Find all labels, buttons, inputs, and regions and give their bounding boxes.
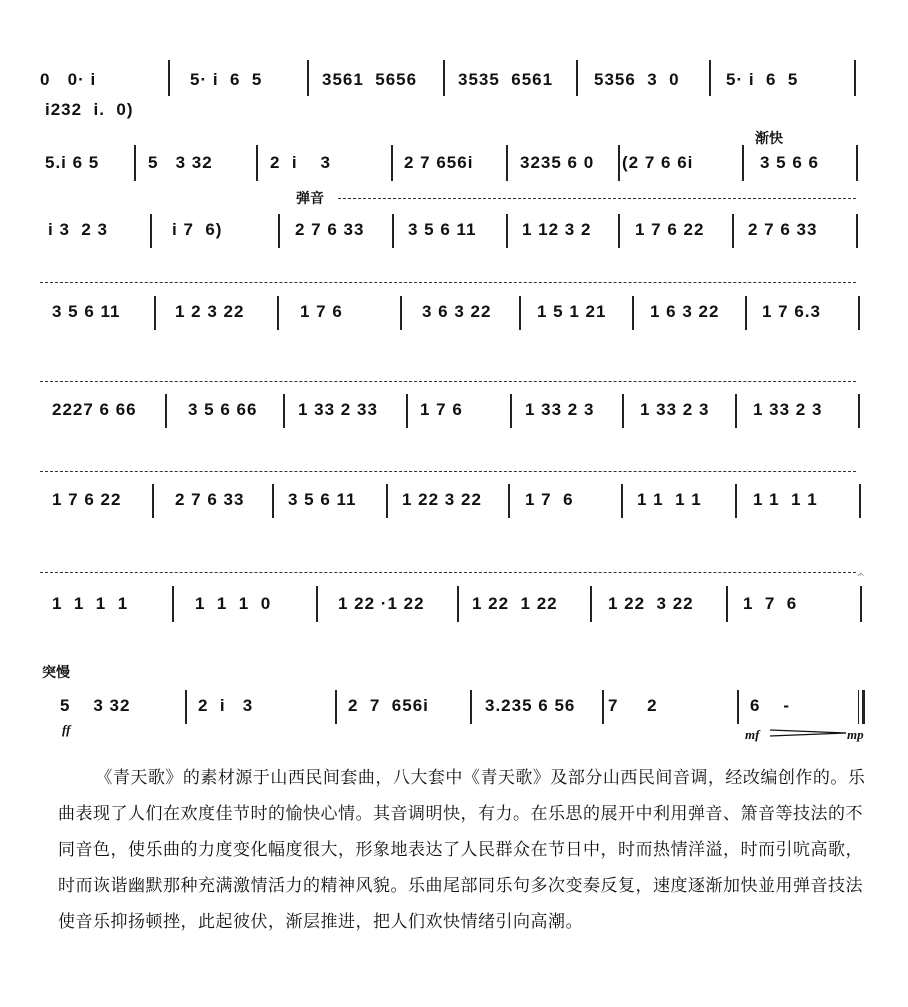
measure: i 7 6) — [172, 220, 223, 239]
barline — [745, 296, 747, 330]
measure: 3.235 6 56 — [485, 696, 576, 715]
score-system-1 — [0, 60, 908, 130]
measure: 5· i 6 5 — [726, 70, 799, 89]
decrescendo-hairpin-icon — [770, 728, 846, 738]
measure: 1 22 ·1 22 — [338, 594, 425, 613]
measure: 0 0· i — [40, 70, 97, 89]
barline — [856, 145, 858, 181]
measure: 2 7 6 33 — [748, 220, 818, 239]
measure: 2227 6 66 — [52, 400, 137, 419]
barline — [307, 60, 309, 96]
measure: 7 2 — [608, 696, 658, 715]
technique-extension-line — [338, 198, 856, 199]
fermata-icon: 𝄐 — [858, 570, 864, 581]
measure: 3561 5656 — [322, 70, 418, 89]
barline — [400, 296, 402, 330]
measure: 1 5 1 21 — [537, 302, 607, 321]
measure: 5 3 32 — [148, 153, 213, 172]
barline — [735, 394, 737, 428]
barline — [172, 586, 174, 622]
measure: 3 5 6 11 — [288, 490, 357, 509]
measure: 1 7 6 — [300, 302, 343, 321]
barline — [457, 586, 459, 622]
final-barline-thick — [862, 690, 865, 724]
barline — [152, 484, 154, 518]
measure: (2 7 6 6i — [622, 153, 694, 172]
measure: 5· i 6 5 — [190, 70, 263, 89]
barline — [506, 145, 508, 181]
barline — [860, 586, 862, 622]
barline — [858, 296, 860, 330]
barline — [386, 484, 388, 518]
measure: 1 1 1 1 — [52, 594, 129, 613]
barline — [391, 145, 393, 181]
measure: 5.i 6 5 — [45, 153, 100, 172]
score-system-5 — [0, 390, 908, 440]
technique-extension-line — [40, 282, 856, 283]
measure: 2 7 656i — [404, 153, 474, 172]
measure: 1 22 3 22 — [608, 594, 694, 613]
measure: 5356 3 0 — [594, 70, 680, 89]
score-system-3 — [0, 210, 908, 260]
score-system-6 — [0, 480, 908, 530]
barline — [709, 60, 711, 96]
barline — [621, 484, 623, 518]
technique-extension-line — [40, 471, 856, 472]
barline — [618, 145, 620, 181]
measure: 1 1 1 0 — [195, 594, 272, 613]
technique-label-tanyin: 弹音 — [296, 191, 324, 207]
barline — [632, 296, 634, 330]
barline — [726, 586, 728, 622]
measure: 2 7 6 33 — [295, 220, 365, 239]
technique-extension-line — [40, 572, 856, 573]
measure: 2 i 3 — [270, 153, 331, 172]
technique-extension-line — [40, 381, 856, 382]
barline — [742, 145, 744, 181]
barline — [278, 214, 280, 248]
measure-continuation: i232 i. 0) — [45, 100, 134, 119]
score-system-4 — [0, 292, 908, 342]
measure: 1 33 2 3 — [753, 400, 823, 419]
barline — [316, 586, 318, 622]
measure: 1 2 3 22 — [175, 302, 245, 321]
dynamic-ff: ff — [62, 722, 71, 737]
dynamic-mp: mp — [847, 727, 864, 742]
barline — [590, 586, 592, 622]
measure: 1 6 3 22 — [650, 302, 720, 321]
barline — [470, 690, 472, 724]
tempo-marking-accel: 渐快 — [755, 131, 783, 147]
barline — [735, 484, 737, 518]
barline — [256, 145, 258, 181]
barline — [134, 145, 136, 181]
measure: 3 5 6 11 — [408, 220, 477, 239]
barline — [283, 394, 285, 428]
measure: 1 7 6 22 — [52, 490, 122, 509]
measure: 1 12 3 2 — [522, 220, 592, 239]
measure: 3 5 6 6 — [760, 153, 819, 172]
barline — [737, 690, 739, 724]
barline — [859, 484, 861, 518]
measure: 3535 6561 — [458, 70, 554, 89]
barline — [622, 394, 624, 428]
barline — [858, 394, 860, 428]
measure: 3 6 3 22 — [422, 302, 492, 321]
measure: 3 5 6 11 — [52, 302, 121, 321]
measure: 1 22 1 22 — [472, 594, 558, 613]
description-paragraph: 《青天歌》的素材源于山西民间套曲，八大套中《青天歌》及部分山西民间音调，经改编创作的。乐曲表现了人们在欢度佳节时的愉快心情。其音调明快，有力。在乐思的展开中利用弹音、箫音等技法的不同音色，使乐曲的力度变化幅度很大，形象地表达了人民群众在节日中，时而热情洋溢，时而引吭高歌，时而诙谐幽默那种充满激情活力的精神风貌。乐曲尾部同乐句多次变奏反复，速度逐渐加快並用弹音技法使音乐抑扬顿挫，此起彼伏，渐层推进，把人们欢快情绪引向高潮。 — [58, 768, 866, 932]
barline — [165, 394, 167, 428]
barline — [618, 214, 620, 248]
barline — [443, 60, 445, 96]
barline — [150, 214, 152, 248]
measure: 1 1 1 1 — [753, 490, 818, 509]
barline — [272, 484, 274, 518]
measure: 1 33 2 3 — [640, 400, 710, 419]
barline — [576, 60, 578, 96]
barline — [856, 214, 858, 248]
barline — [154, 296, 156, 330]
barline — [168, 60, 170, 96]
measure: 1 33 2 33 — [298, 400, 378, 419]
measure: 1 1 1 1 — [637, 490, 702, 509]
measure: 1 7 6.3 — [762, 302, 821, 321]
measure: 1 22 3 22 — [402, 490, 482, 509]
barline — [602, 690, 604, 724]
measure: 2 7 6 33 — [175, 490, 245, 509]
score-system-7 — [0, 582, 908, 632]
measure: 3 5 6 66 — [188, 400, 258, 419]
barline — [185, 690, 187, 724]
score-system-2 — [0, 145, 908, 195]
measure: 2 i 3 — [198, 696, 254, 715]
barline — [392, 214, 394, 248]
measure: 6 - — [750, 696, 791, 715]
barline — [510, 394, 512, 428]
barline — [506, 214, 508, 248]
tempo-marking-sudden-slow: 突慢 — [42, 665, 70, 681]
barline — [519, 296, 521, 330]
barline — [508, 484, 510, 518]
measure: 2 7 656i — [348, 696, 429, 715]
measure: 1 7 6 — [525, 490, 574, 509]
barline — [406, 394, 408, 428]
final-barline-thin — [858, 690, 859, 724]
dynamic-mf: mf — [745, 727, 760, 742]
measure: 3235 6 0 — [520, 153, 595, 172]
barline — [854, 60, 856, 96]
barline — [335, 690, 337, 724]
measure: 1 33 2 3 — [525, 400, 595, 419]
measure: 1 7 6 22 — [635, 220, 705, 239]
measure: 1 7 6 — [743, 594, 798, 613]
measure: i 3 2 3 — [48, 220, 108, 239]
barline — [732, 214, 734, 248]
measure: 5 3 32 — [60, 696, 131, 715]
barline — [277, 296, 279, 330]
measure: 1 7 6 — [420, 400, 463, 419]
